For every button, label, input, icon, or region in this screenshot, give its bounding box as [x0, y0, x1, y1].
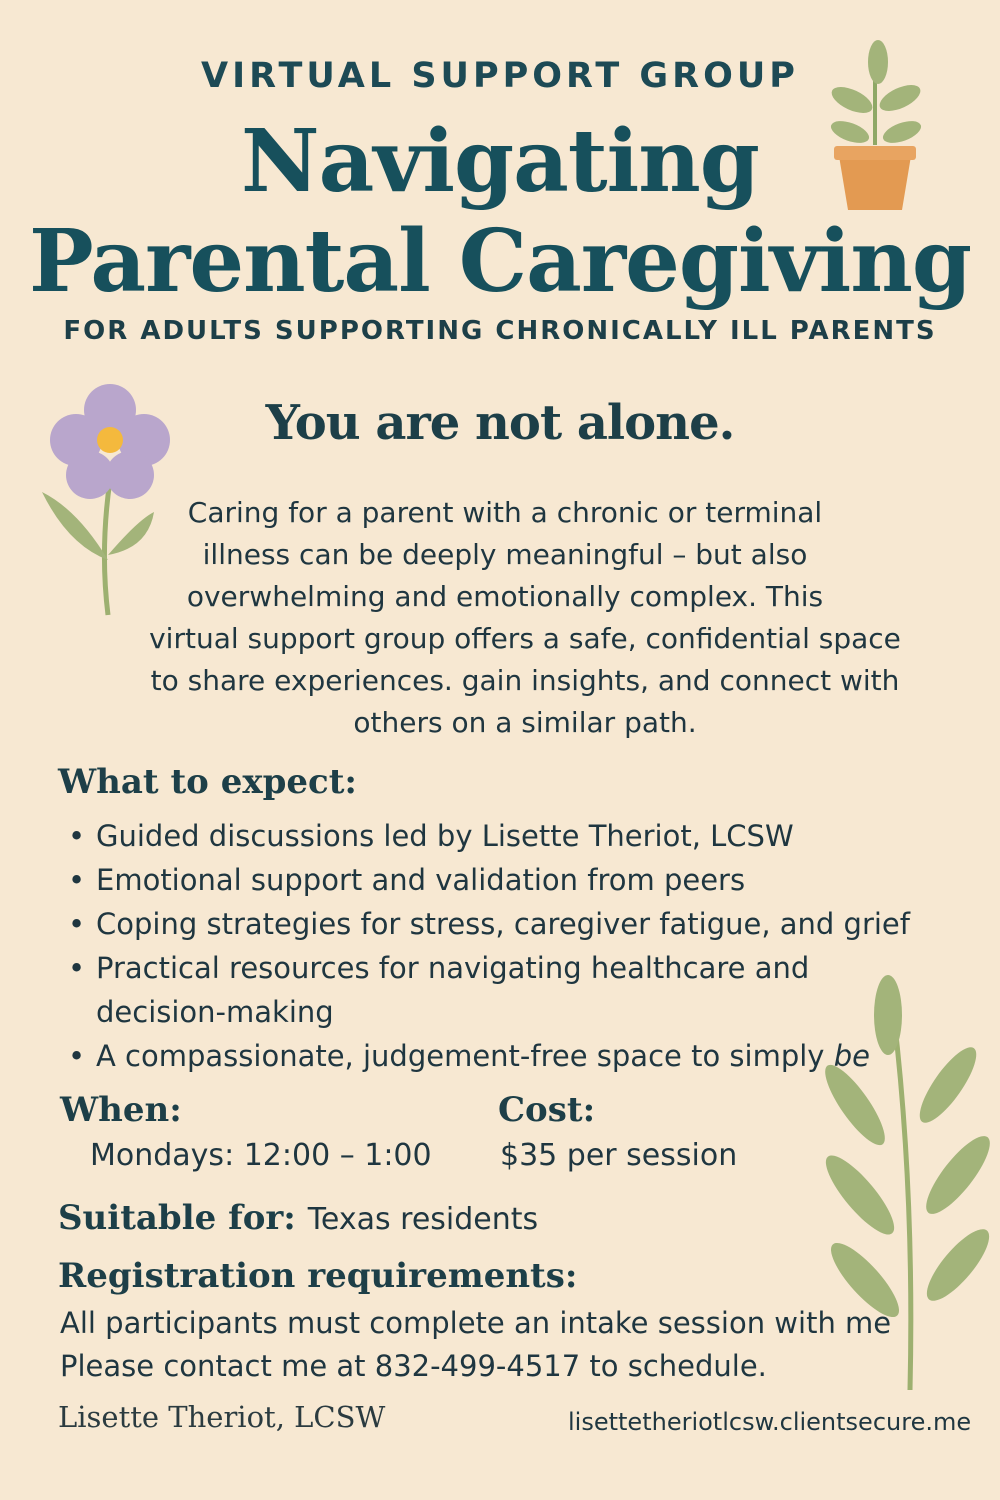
intro-line-2: illness can be deeply meaningful – but also — [202, 538, 808, 571]
page-title — [0, 112, 1000, 312]
registration-text — [60, 1302, 940, 1388]
list-item-text: Emotional support and validation from peers — [96, 863, 746, 897]
signature: Lisette Theriot, LCSW — [58, 1400, 386, 1434]
when-label: When: — [60, 1090, 182, 1130]
title-line-1: Navigating — [241, 111, 759, 212]
audience-subtitle: FOR ADULTS SUPPORTING CHRONICALLY ILL PARENTS — [63, 316, 937, 346]
expect-heading: What to expect: — [58, 762, 357, 802]
bullet-icon: • — [68, 907, 86, 941]
suitable-for — [58, 1198, 538, 1238]
list-item — [66, 1034, 946, 1078]
list-item-text: A compassionate, judgement-free space to simply — [96, 1039, 825, 1073]
bullet-icon: • — [68, 863, 86, 897]
title-line-2: Parental Caregiving — [29, 211, 971, 312]
when-value: Mondays: 12:00 – 1:00 — [90, 1138, 432, 1173]
registration-heading: Registration requirements: — [58, 1256, 578, 1296]
list-item — [66, 814, 946, 858]
suitable-value: Texas residents — [307, 1202, 539, 1237]
list-item — [66, 858, 946, 902]
list-item-text: Coping strategies for stress, caregiver fatigue, and grief — [96, 907, 910, 941]
cost-label: Cost: — [498, 1090, 596, 1130]
expect-list — [66, 814, 946, 1078]
list-item-text: Guided discussions led by Lisette Theriot, LCSW — [96, 819, 794, 853]
bullet-icon: • — [68, 1039, 86, 1073]
tagline: You are not alone. — [265, 395, 735, 451]
intro-paragraph — [120, 492, 930, 744]
bullet-icon: • — [68, 819, 86, 853]
intro-line-4: virtual support group offers a safe, confidential space — [149, 622, 901, 655]
suitable-label: Suitable for: — [58, 1198, 296, 1238]
intro-line-5: to share experiences. gain insights, and connect with — [150, 664, 900, 697]
cost-value: $35 per session — [500, 1138, 738, 1173]
event-type-label: VIRTUAL SUPPORT GROUP — [201, 56, 799, 96]
list-item — [66, 946, 856, 1034]
list-item-text: Practical resources for navigating healthcare and decision-making — [96, 951, 810, 1029]
emphasis-word: be — [833, 1039, 870, 1073]
bullet-icon: • — [68, 951, 86, 985]
intro-line-6: others on a similar path. — [353, 706, 697, 739]
registration-line-2: Please contact me at 832-499-4517 to schedule. — [60, 1349, 767, 1383]
website-url: lisettetheriotlcsw.clientsecure.me — [568, 1408, 972, 1436]
registration-line-1: All participants must complete an intake session with me — [60, 1306, 892, 1340]
intro-line-1: Caring for a parent with a chronic or terminal — [187, 496, 823, 529]
intro-line-3: overwhelming and emotionally complex. This — [186, 580, 824, 613]
list-item — [66, 902, 946, 946]
